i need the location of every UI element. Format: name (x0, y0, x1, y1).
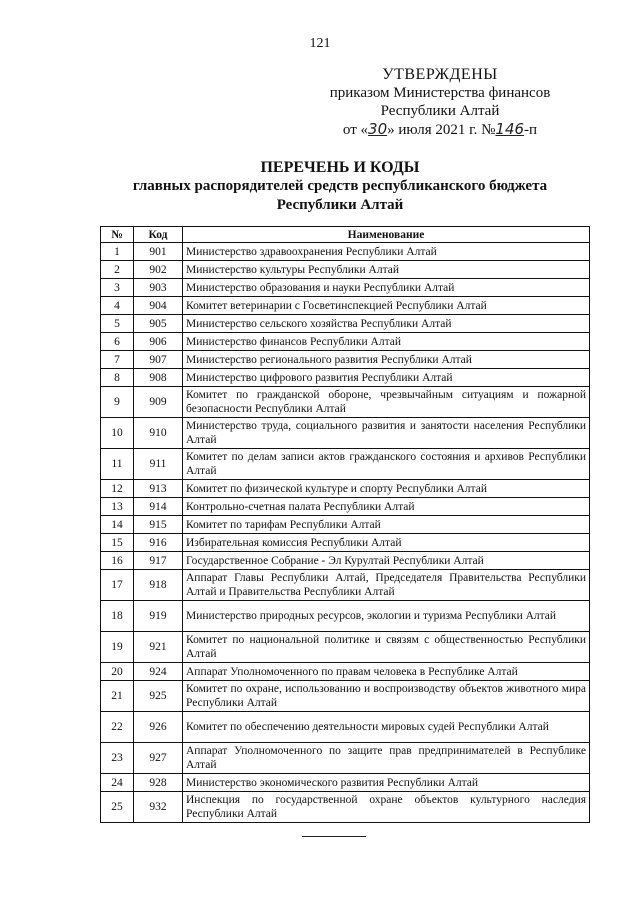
approval-block (320, 66, 560, 139)
row-number: 9 (101, 387, 134, 418)
table-row (101, 480, 590, 498)
row-number: 16 (101, 552, 134, 570)
handwritten-order-number: 146 (495, 120, 525, 138)
row-name: Аппарат Главы Республики Алтай, Председателя Правительства Республики Алтай и Правительства Республики Алтай (183, 570, 590, 601)
row-code: 910 (134, 418, 183, 449)
row-code: 926 (134, 712, 183, 743)
handwritten-day: 30 (368, 120, 388, 138)
table-header-row (101, 227, 590, 243)
table-body (101, 243, 590, 823)
row-name: Министерство цифрового развития Республики Алтай (183, 369, 590, 387)
row-name: Избирательная комиссия Республики Алтай (183, 534, 590, 552)
row-number: 24 (101, 774, 134, 792)
row-name: Министерство финансов Республики Алтай (183, 333, 590, 351)
row-number: 23 (101, 743, 134, 774)
row-name: Министерство сельского хозяйства Республики Алтай (183, 315, 590, 333)
table-row (101, 516, 590, 534)
table-row (101, 243, 590, 261)
table-row (101, 369, 590, 387)
row-name: Комитет по обеспечению деятельности мировых судей Республики Алтай (183, 712, 590, 743)
table-row (101, 418, 590, 449)
row-code: 909 (134, 387, 183, 418)
row-name: Контрольно-счетная палата Республики Алтай (183, 498, 590, 516)
date-prefix: от « (342, 122, 369, 138)
row-number: 1 (101, 243, 134, 261)
header-code: Код (134, 227, 183, 243)
row-code: 902 (134, 261, 183, 279)
codes-table (100, 226, 590, 823)
row-name: Аппарат Уполномоченного по правам человека в Республике Алтай (183, 663, 590, 681)
table-row (101, 333, 590, 351)
row-code: 916 (134, 534, 183, 552)
row-code: 903 (134, 279, 183, 297)
table-row (101, 632, 590, 663)
row-code: 904 (134, 297, 183, 315)
row-code: 932 (134, 792, 183, 823)
approval-date-line (320, 120, 560, 139)
row-number: 7 (101, 351, 134, 369)
row-number: 8 (101, 369, 134, 387)
row-name: Государственное Собрание - Эл Курултай Республики Алтай (183, 552, 590, 570)
row-number: 10 (101, 418, 134, 449)
row-number: 22 (101, 712, 134, 743)
row-code: 907 (134, 351, 183, 369)
row-name: Комитет по гражданской обороне, чрезвычайным ситуациям и пожарной безопасности Республики Алтай (183, 387, 590, 418)
row-code: 914 (134, 498, 183, 516)
row-code: 927 (134, 743, 183, 774)
table-row (101, 552, 590, 570)
row-name: Аппарат Уполномоченного по защите прав предпринимателей в Республике Алтай (183, 743, 590, 774)
row-name: Комитет по делам записи актов гражданского состояния и архивов Республики Алтай (183, 449, 590, 480)
row-name: Комитет по охране, использованию и воспроизводству объектов животного мира Республики Алтай (183, 681, 590, 712)
row-code: 911 (134, 449, 183, 480)
table-row (101, 774, 590, 792)
approval-region: Республики Алтай (380, 103, 500, 119)
row-code: 906 (134, 333, 183, 351)
row-code: 915 (134, 516, 183, 534)
title-line-3: Республики Алтай (276, 197, 404, 213)
approval-heading: УТВЕРЖДЕНЫ (382, 66, 498, 83)
title-line-1: ПЕРЕЧЕНЬ И КОДЫ (260, 159, 420, 176)
table-row (101, 663, 590, 681)
table-row (101, 387, 590, 418)
table-row (101, 534, 590, 552)
row-name: Министерство культуры Республики Алтай (183, 261, 590, 279)
footer-divider (302, 836, 366, 837)
row-code: 921 (134, 632, 183, 663)
table-row (101, 498, 590, 516)
row-number: 19 (101, 632, 134, 663)
row-name: Комитет по тарифам Республики Алтай (183, 516, 590, 534)
header-number: № (101, 227, 134, 243)
table-row (101, 792, 590, 823)
row-number: 14 (101, 516, 134, 534)
title-line-2: главных распорядителей средств республиканского бюджета (132, 178, 548, 194)
row-code: 905 (134, 315, 183, 333)
row-code: 918 (134, 570, 183, 601)
table-row (101, 351, 590, 369)
table-row (101, 681, 590, 712)
row-number: 17 (101, 570, 134, 601)
table-row (101, 743, 590, 774)
row-name: Министерство образования и науки Республики Алтай (183, 279, 590, 297)
row-number: 11 (101, 449, 134, 480)
row-name: Министерство природных ресурсов, экологии и туризма Республики Алтай (183, 601, 590, 632)
row-code: 913 (134, 480, 183, 498)
approval-issuer: приказом Министерства финансов (329, 85, 551, 101)
row-name: Министерство здравоохранения Республики Алтай (183, 243, 590, 261)
row-number: 21 (101, 681, 134, 712)
document-title (0, 158, 640, 215)
row-code: 924 (134, 663, 183, 681)
row-number: 25 (101, 792, 134, 823)
row-number: 13 (101, 498, 134, 516)
row-number: 20 (101, 663, 134, 681)
table-row (101, 601, 590, 632)
row-number: 18 (101, 601, 134, 632)
row-code: 901 (134, 243, 183, 261)
row-code: 928 (134, 774, 183, 792)
table-row (101, 279, 590, 297)
row-number: 6 (101, 333, 134, 351)
row-code: 919 (134, 601, 183, 632)
row-number: 4 (101, 297, 134, 315)
row-name: Министерство экономического развития Республики Алтай (183, 774, 590, 792)
header-name: Наименование (183, 227, 590, 243)
table-row (101, 315, 590, 333)
date-suffix: -п (524, 122, 538, 138)
row-number: 3 (101, 279, 134, 297)
date-middle: » июля 2021 г. № (387, 122, 496, 138)
row-name: Комитет ветеринарии с Госветинспекцией Республики Алтай (183, 297, 590, 315)
table-row (101, 570, 590, 601)
row-name: Министерство труда, социального развития и занятости населения Республики Алтай (183, 418, 590, 449)
table-row (101, 449, 590, 480)
table-row (101, 712, 590, 743)
table-row (101, 297, 590, 315)
row-number: 12 (101, 480, 134, 498)
row-name: Комитет по физической культуре и спорту Республики Алтай (183, 480, 590, 498)
row-name: Инспекция по государственной охране объектов культурного наследия Республики Алтай (183, 792, 590, 823)
row-number: 2 (101, 261, 134, 279)
page-number: 121 (309, 36, 331, 51)
row-number: 5 (101, 315, 134, 333)
row-code: 908 (134, 369, 183, 387)
table-row (101, 261, 590, 279)
row-code: 917 (134, 552, 183, 570)
row-number: 15 (101, 534, 134, 552)
row-code: 925 (134, 681, 183, 712)
row-name: Комитет по национальной политике и связям с общественностью Республики Алтай (183, 632, 590, 663)
row-name: Министерство регионального развития Республики Алтай (183, 351, 590, 369)
